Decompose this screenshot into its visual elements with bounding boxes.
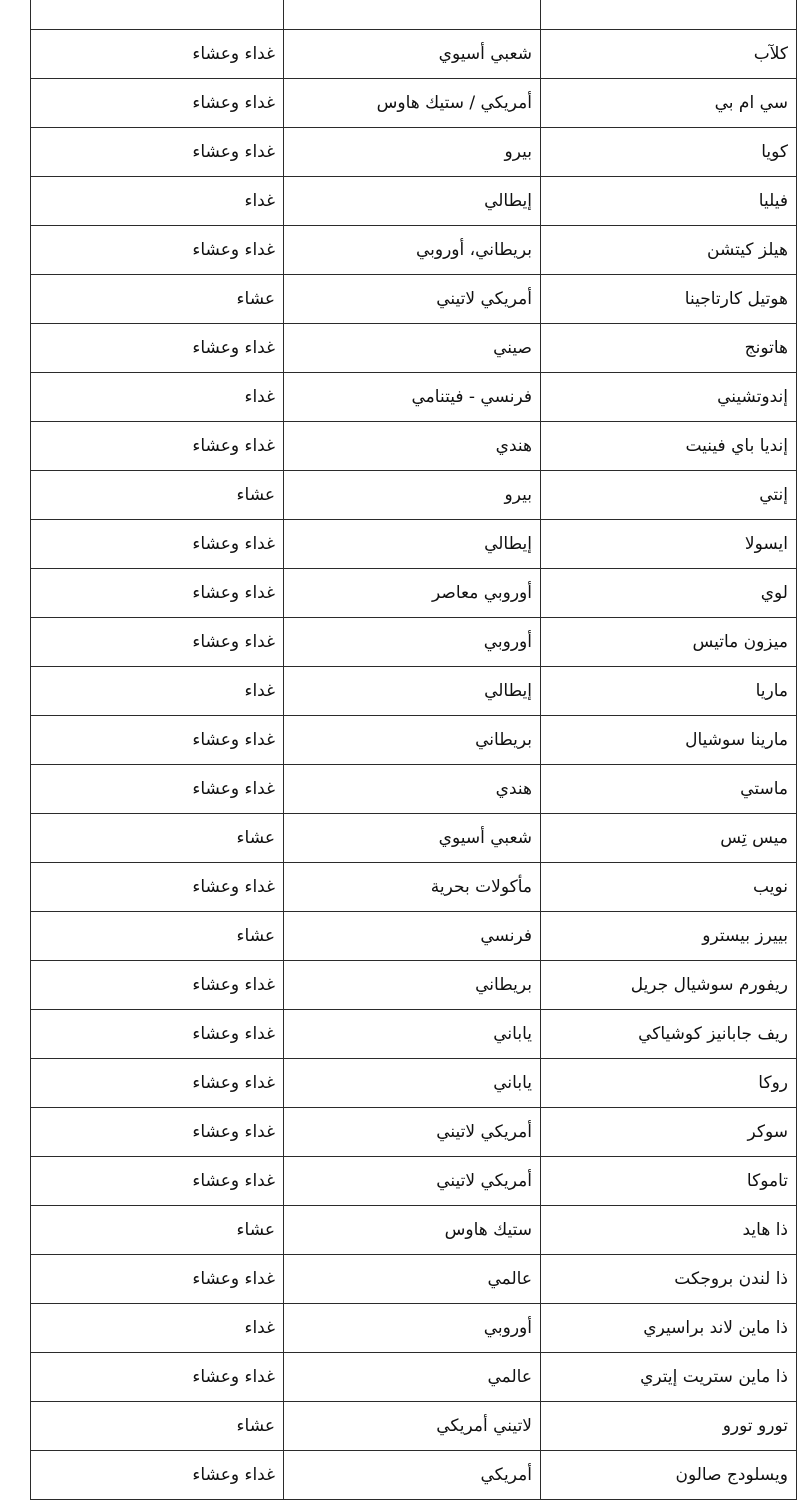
restaurant-name-cell: لوي (541, 569, 797, 618)
table-row (31, 1206, 797, 1255)
meal-cell: عشاء (31, 1206, 284, 1255)
cuisine-cell: إيطالي (284, 520, 541, 569)
restaurant-name-cell: هيلز كيتشن (541, 226, 797, 275)
cuisine-cell: لاتيني أمريكي (284, 1402, 541, 1451)
restaurant-name-cell: فيليا (541, 177, 797, 226)
restaurant-table-body (31, 0, 797, 1500)
cuisine-cell: بريطاني، أوروبي (284, 226, 541, 275)
meal-cell: عشاء (31, 814, 284, 863)
restaurant-name-cell: ميس تِس (541, 814, 797, 863)
meal-cell: عشاء (31, 1402, 284, 1451)
cuisine-cell: مأكولات بحرية (284, 863, 541, 912)
restaurant-name-cell: سوكر (541, 1108, 797, 1157)
meal-cell: غداء وعشاء (31, 1255, 284, 1304)
restaurant-name-cell: سي ام بي (541, 79, 797, 128)
cuisine-cell: أمريكي (284, 1451, 541, 1500)
table-row (31, 716, 797, 765)
meal-cell: غداء وعشاء (31, 1010, 284, 1059)
restaurant-name-cell: إنديا باي فينيت (541, 422, 797, 471)
meal-cell: غداء وعشاء (31, 1451, 284, 1500)
cuisine-cell: إيطالي (284, 177, 541, 226)
restaurant-name-cell: إندوتشيني (541, 373, 797, 422)
restaurant-name-cell (541, 0, 797, 30)
table-row (31, 1010, 797, 1059)
restaurant-name-cell: روكا (541, 1059, 797, 1108)
restaurant-name-cell: إنتي (541, 471, 797, 520)
table-row (31, 1255, 797, 1304)
restaurant-name-cell: كويا (541, 128, 797, 177)
restaurant-name-cell: كلآب (541, 30, 797, 79)
table-row (31, 1108, 797, 1157)
cuisine-cell: ستيك هاوس (284, 1206, 541, 1255)
table-row (31, 765, 797, 814)
restaurant-name-cell: ماستي (541, 765, 797, 814)
table-row (31, 1157, 797, 1206)
cuisine-cell: أمريكي / ستيك هاوس (284, 79, 541, 128)
restaurant-name-cell: نويب (541, 863, 797, 912)
cuisine-cell: ياباني (284, 1010, 541, 1059)
cuisine-cell: عالمي (284, 1353, 541, 1402)
meal-cell: غداء وعشاء (31, 1059, 284, 1108)
restaurant-name-cell: ميزون ماتيس (541, 618, 797, 667)
cuisine-cell: فرنسي (284, 912, 541, 961)
meal-cell: غداء وعشاء (31, 1157, 284, 1206)
table-row (31, 814, 797, 863)
table-row (31, 961, 797, 1010)
cuisine-cell: إيطالي (284, 667, 541, 716)
table-row (31, 373, 797, 422)
table-row (31, 1353, 797, 1402)
table-row (31, 30, 797, 79)
meal-cell: غداء وعشاء (31, 961, 284, 1010)
table-row (31, 863, 797, 912)
meal-cell: غداء (31, 373, 284, 422)
cuisine-cell: بريطاني (284, 716, 541, 765)
meal-cell: عشاء (31, 471, 284, 520)
table-row (31, 0, 797, 30)
meal-cell: غداء وعشاء (31, 79, 284, 128)
table-row (31, 79, 797, 128)
meal-cell: غداء وعشاء (31, 128, 284, 177)
cuisine-cell: أمريكي لاتيني (284, 1157, 541, 1206)
meal-cell: غداء وعشاء (31, 324, 284, 373)
cuisine-cell: أمريكي لاتيني (284, 1108, 541, 1157)
meal-cell: غداء وعشاء (31, 716, 284, 765)
meal-cell: غداء وعشاء (31, 765, 284, 814)
restaurant-name-cell: ذا هايد (541, 1206, 797, 1255)
meal-cell: غداء وعشاء (31, 1108, 284, 1157)
restaurant-name-cell: هوتيل كارتاجينا (541, 275, 797, 324)
meal-cell: غداء وعشاء (31, 422, 284, 471)
cuisine-cell: بيرو (284, 471, 541, 520)
cuisine-cell: فرنسي - فيتنامي (284, 373, 541, 422)
meal-cell: غداء وعشاء (31, 863, 284, 912)
restaurant-table-container (30, 0, 796, 1500)
table-row (31, 618, 797, 667)
table-row (31, 177, 797, 226)
restaurant-name-cell: تاموكا (541, 1157, 797, 1206)
cuisine-cell: هندي (284, 765, 541, 814)
cuisine-cell: صيني (284, 324, 541, 373)
table-row (31, 1402, 797, 1451)
table-row (31, 1451, 797, 1500)
meal-cell: غداء وعشاء (31, 618, 284, 667)
meal-cell (31, 0, 284, 30)
restaurant-name-cell: ذا ماين لاند براسيري (541, 1304, 797, 1353)
restaurant-name-cell: ماريا (541, 667, 797, 716)
restaurant-name-cell: بييرز بيسترو (541, 912, 797, 961)
table-row (31, 471, 797, 520)
cuisine-cell: أوروبي (284, 618, 541, 667)
cuisine-cell: أمريكي لاتيني (284, 275, 541, 324)
cuisine-cell: أوروبي (284, 1304, 541, 1353)
table-row (31, 1059, 797, 1108)
meal-cell: غداء وعشاء (31, 520, 284, 569)
table-row (31, 226, 797, 275)
cuisine-cell: بريطاني (284, 961, 541, 1010)
restaurant-name-cell: هاتونج (541, 324, 797, 373)
cuisine-cell: ياباني (284, 1059, 541, 1108)
restaurant-name-cell: ذا ماين ستريت إيتري (541, 1353, 797, 1402)
cuisine-cell: شعبي أسيوي (284, 30, 541, 79)
meal-cell: غداء (31, 177, 284, 226)
table-row (31, 422, 797, 471)
table-row (31, 667, 797, 716)
table-row (31, 520, 797, 569)
table-row (31, 324, 797, 373)
cuisine-cell: عالمي (284, 1255, 541, 1304)
meal-cell: غداء (31, 667, 284, 716)
restaurant-name-cell: ريفورم سوشيال جريل (541, 961, 797, 1010)
table-row (31, 1304, 797, 1353)
restaurant-name-cell: ذا لندن بروجكت (541, 1255, 797, 1304)
meal-cell: غداء (31, 1304, 284, 1353)
restaurant-name-cell: مارينا سوشيال (541, 716, 797, 765)
cuisine-cell: هندي (284, 422, 541, 471)
table-row (31, 569, 797, 618)
meal-cell: غداء وعشاء (31, 226, 284, 275)
table-row (31, 275, 797, 324)
meal-cell: غداء وعشاء (31, 30, 284, 79)
meal-cell: غداء وعشاء (31, 1353, 284, 1402)
meal-cell: غداء وعشاء (31, 569, 284, 618)
table-row (31, 128, 797, 177)
restaurant-name-cell: ايسولا (541, 520, 797, 569)
table-row (31, 912, 797, 961)
meal-cell: عشاء (31, 275, 284, 324)
cuisine-cell (284, 0, 541, 30)
restaurant-name-cell: ريف جابانيز كوشياكي (541, 1010, 797, 1059)
cuisine-cell: شعبي أسيوي (284, 814, 541, 863)
restaurant-table (30, 0, 797, 1500)
cuisine-cell: بيرو (284, 128, 541, 177)
cuisine-cell: أوروبي معاصر (284, 569, 541, 618)
meal-cell: عشاء (31, 912, 284, 961)
restaurant-name-cell: تورو تورو (541, 1402, 797, 1451)
restaurant-name-cell: ويسلودج صالون (541, 1451, 797, 1500)
